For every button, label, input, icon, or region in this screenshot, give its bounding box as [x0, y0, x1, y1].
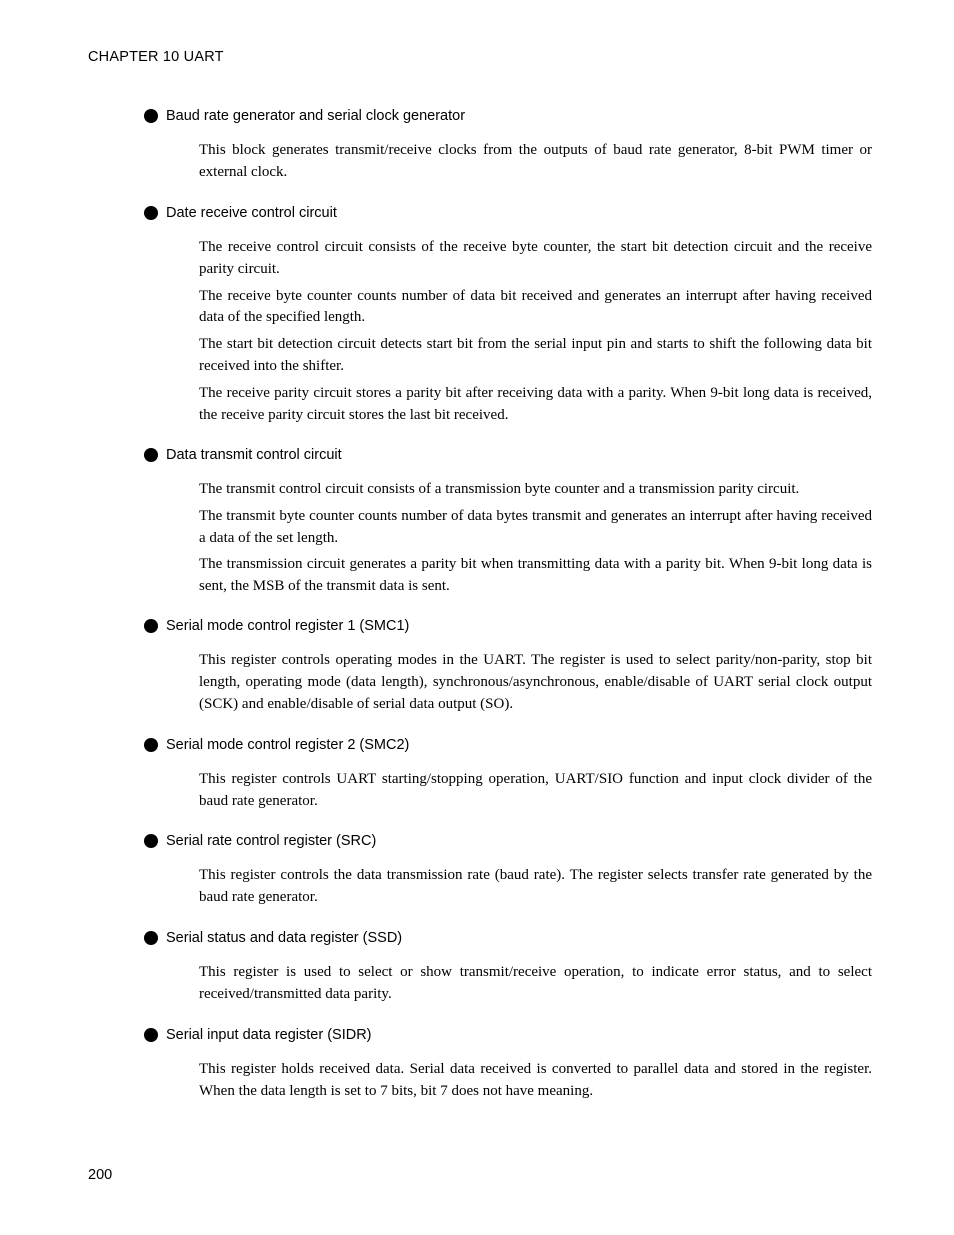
section-body: [199, 140, 872, 184]
section-body: [199, 479, 872, 598]
paragraph: This register holds received data. Serial data received is converted to parallel data and stored in the register. When the data length is set to 7 bits, bit 7 does not have meaning.: [199, 1061, 872, 1099]
section-body: [199, 1059, 872, 1103]
section-title: Serial rate control register (SRC): [166, 833, 377, 849]
paragraph: This register is used to select or show transmit/receive operation, to indicate error status, and to select received/transmitted data parity.: [199, 964, 872, 1002]
paragraph: The receive parity circuit stores a parity bit after receiving data with a parity. When 9-bit long data is received, the receive parity circuit stores the last bit received.: [199, 384, 872, 423]
paragraph: The transmit byte counter counts number of data bytes transmit and generates an interrupt after having received a data of the set length.: [199, 507, 872, 546]
section-baud-rate-generator: [143, 108, 872, 189]
section-sidr: [143, 1027, 872, 1108]
section-transmit-control: [143, 447, 872, 603]
bullet-icon: [144, 738, 158, 752]
section-ssd: [143, 930, 872, 1011]
bullet-icon: [144, 1028, 158, 1042]
section-title: Data transmit control circuit: [166, 447, 342, 463]
bullet-icon: [144, 619, 158, 633]
section-heading: [143, 618, 872, 638]
paragraph: The transmission circuit generates a parity bit when transmitting data with a parity bit. When 9-bit long data is sent, the MSB of the transmit data is sent.: [199, 556, 872, 595]
section-title: Date receive control circuit: [166, 205, 337, 221]
section-body: [199, 650, 872, 715]
paragraph: This register controls operating modes in the UART. The register is used to select parity/non-parity, stop bit length, operating mode (data length), synchronous/asynchronous, enable/disable of UART serial clock output (SCK) and enable/disable of serial data output (SO).: [199, 652, 872, 712]
section-title: Serial input data register (SIDR): [166, 1027, 372, 1043]
section-heading: [143, 737, 872, 757]
bullet-icon: [144, 834, 158, 848]
bullet-icon: [144, 206, 158, 220]
section-src: [143, 833, 872, 914]
section-body: [199, 962, 872, 1006]
section-heading: [143, 1027, 872, 1047]
paragraph: This register controls the data transmission rate (baud rate). The register selects transfer rate generated by the baud rate generator.: [199, 867, 872, 905]
paragraph: This register controls UART starting/stopping operation, UART/SIO function and input clock divider of the baud rate generator.: [199, 771, 872, 809]
section-smc1: [143, 618, 872, 720]
section-title: Serial mode control register 2 (SMC2): [166, 737, 410, 753]
paragraph: The receive control circuit consists of the receive byte counter, the start bit detection circuit and the receive parity circuit.: [199, 239, 872, 277]
bullet-icon: [144, 931, 158, 945]
section-heading: [143, 447, 872, 467]
section-smc2: [143, 737, 872, 818]
section-heading: [143, 833, 872, 853]
section-body: [199, 865, 872, 909]
page-number: 200: [88, 1167, 113, 1183]
bullet-icon: [144, 109, 158, 123]
section-body: [199, 237, 872, 426]
section-receive-control: [143, 205, 872, 431]
paragraph: The transmit control circuit consists of a transmission byte counter and a transmission parity circuit.: [199, 481, 800, 497]
section-title: Serial status and data register (SSD): [166, 930, 403, 946]
section-title: Baud rate generator and serial clock generator: [166, 108, 466, 124]
section-heading: [143, 205, 872, 225]
section-heading: [143, 108, 872, 128]
bullet-icon: [144, 448, 158, 462]
paragraph: This block generates transmit/receive clocks from the outputs of baud rate generator, 8-bit PWM timer or external clock.: [199, 142, 872, 180]
paragraph: The start bit detection circuit detects start bit from the serial input pin and starts to shift the following data bit received into the shifter.: [199, 336, 872, 374]
paragraph: The receive byte counter counts number of data bit received and generates an interrupt after having received data of the specified length.: [199, 287, 872, 326]
section-body: [199, 769, 872, 813]
chapter-header: CHAPTER 10 UART: [88, 49, 224, 65]
section-heading: [143, 930, 872, 950]
section-title: Serial mode control register 1 (SMC1): [166, 618, 410, 634]
